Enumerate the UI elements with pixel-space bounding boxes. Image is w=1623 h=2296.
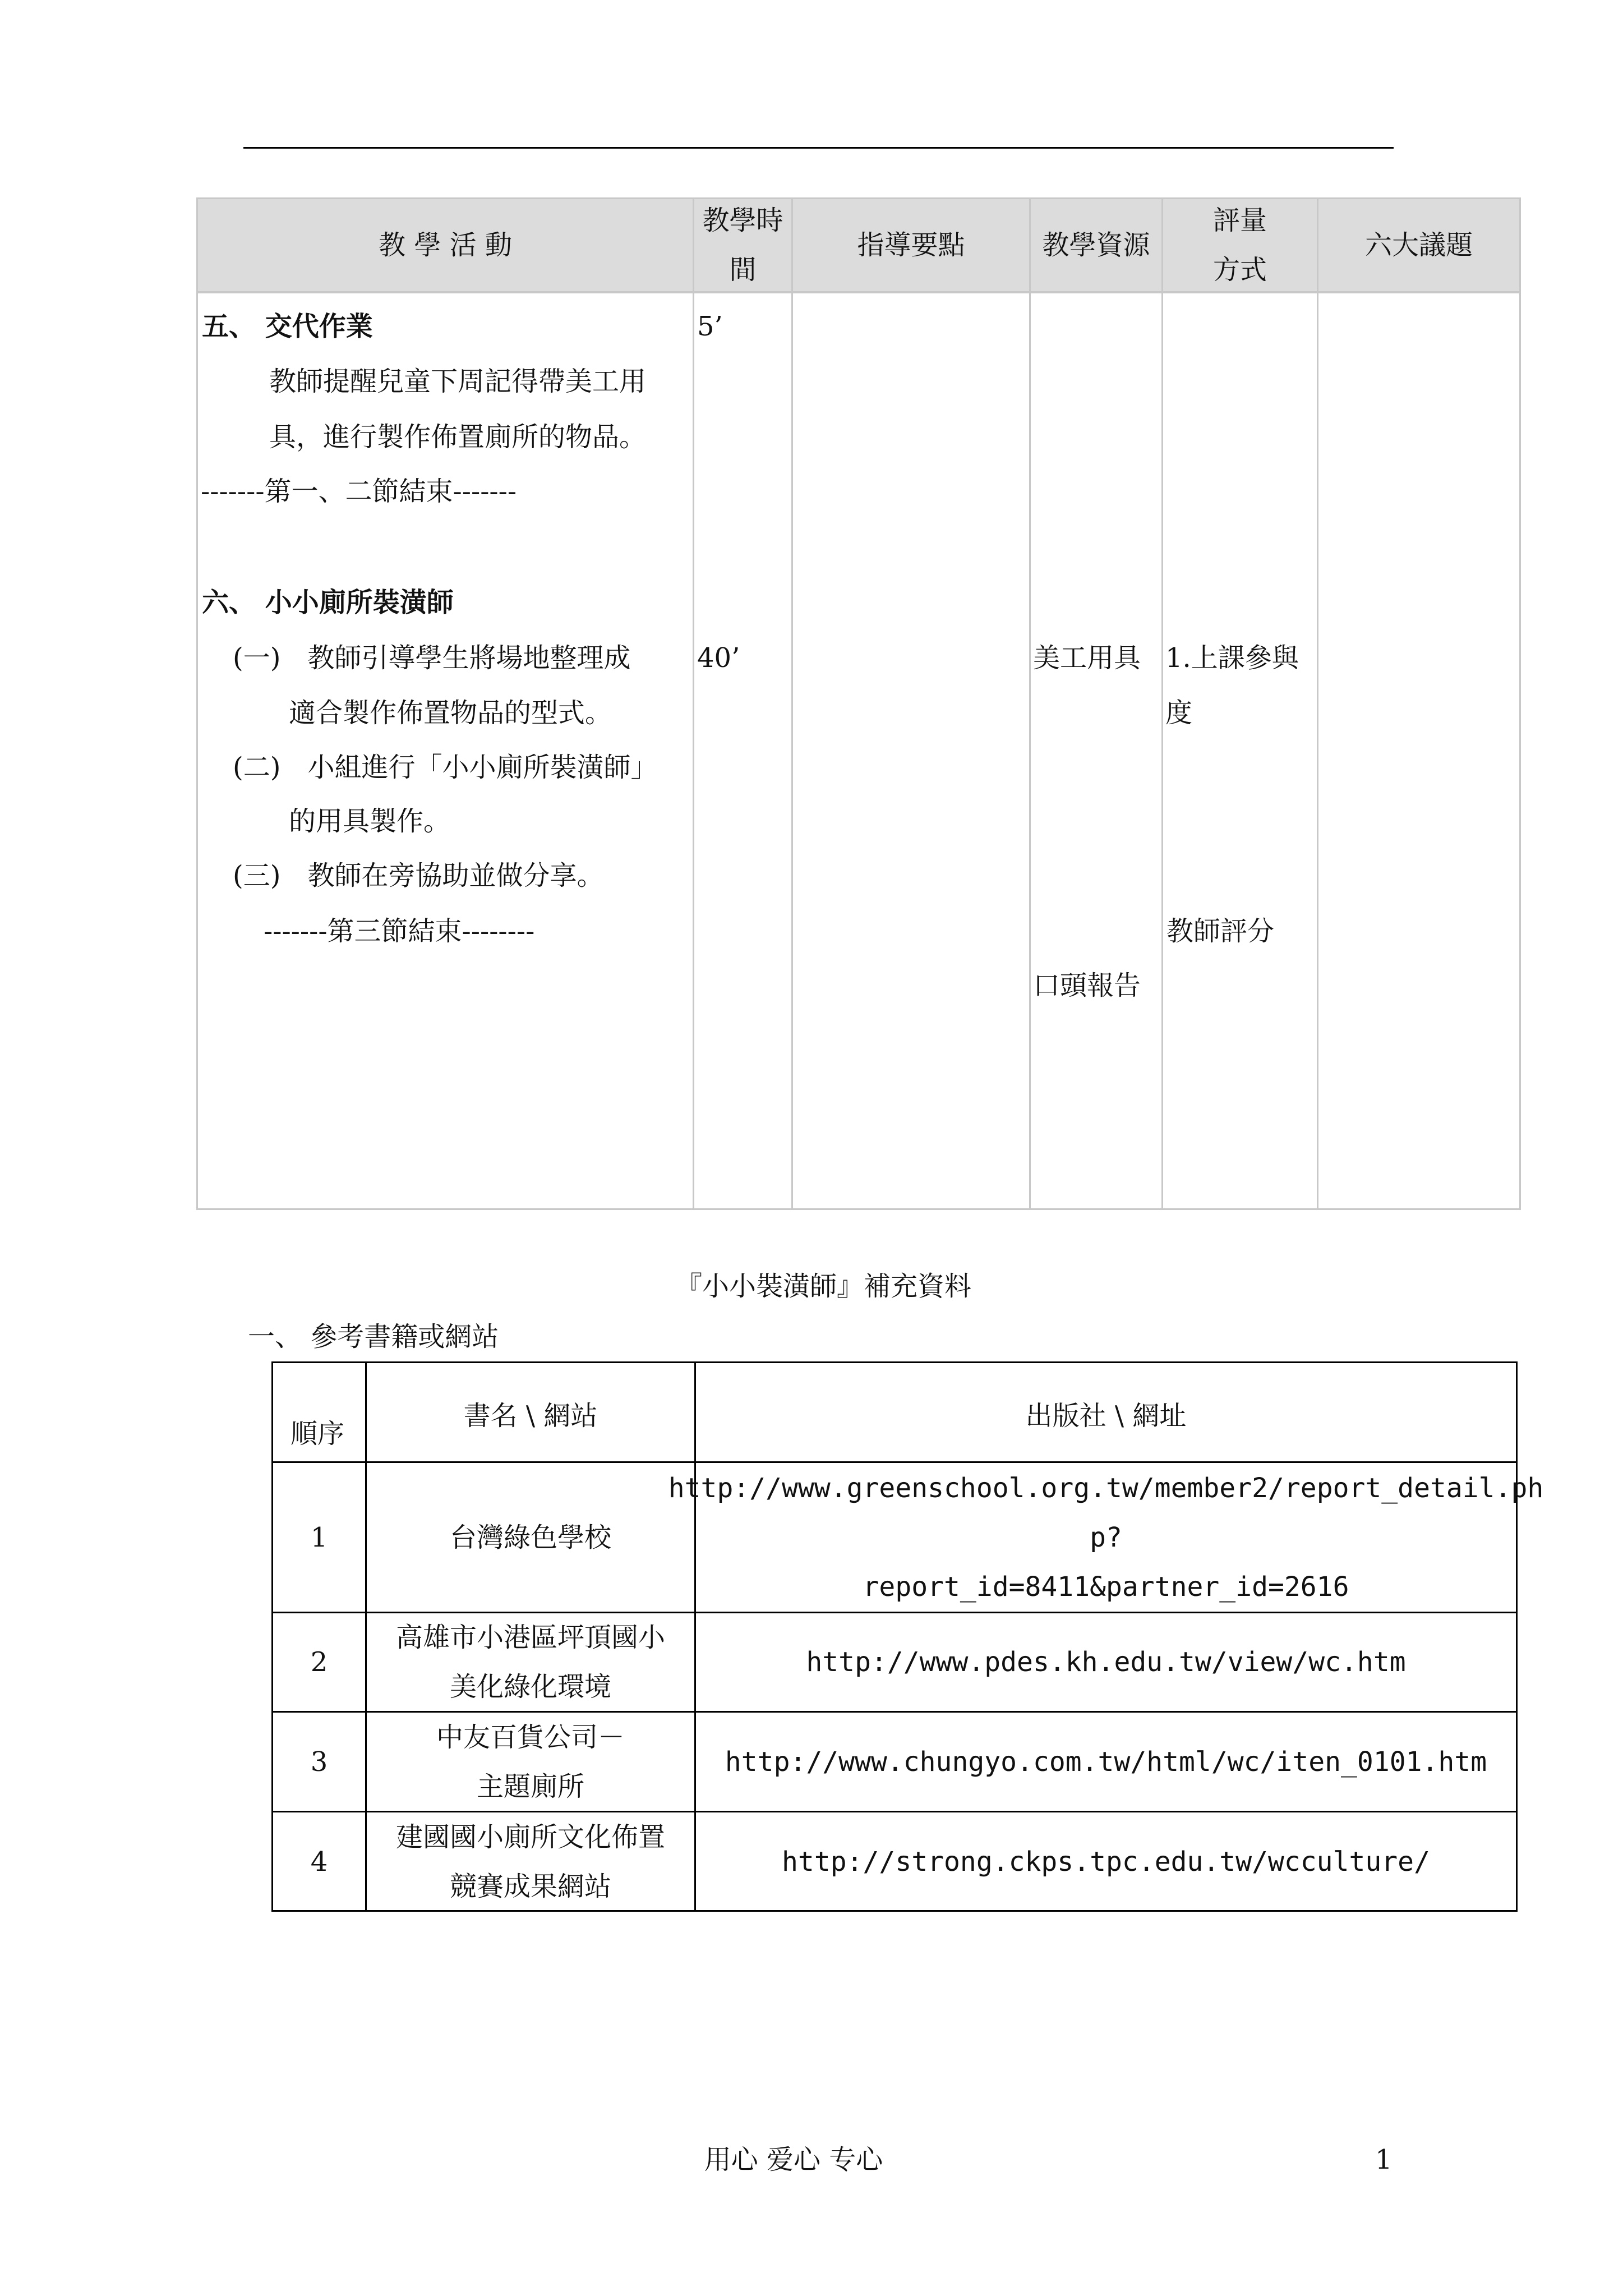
header-time-line1: 教學時 (702, 205, 783, 236)
time-value: 5’ (697, 311, 723, 342)
order-value: 3 (310, 1746, 328, 1778)
header-name (367, 1363, 694, 1461)
row-url[interactable] (696, 1613, 1516, 1711)
activity-line: 的用具製作。 (289, 806, 451, 837)
row-order (273, 1713, 365, 1811)
row-name (367, 1463, 694, 1612)
activity-line: 適合製作佈置物品的型式。 (289, 697, 612, 729)
header-activity-label: 教 學 活 動 (379, 229, 512, 261)
activity-line: (一) 教師引導學生將場地整理成 (233, 642, 631, 674)
row-name (367, 1713, 694, 1811)
section-end-marker: -------第三節結束-------- (264, 915, 535, 947)
name-line: 高雄市小港區坪頂國小 (395, 1622, 665, 1653)
name-line: 中友百貨公司－ (436, 1721, 625, 1753)
name-line: 台灣綠色學校 (449, 1521, 611, 1553)
url-link[interactable]: report_id=8411&partner_id=2616 (863, 1571, 1349, 1603)
row-url[interactable] (696, 1812, 1516, 1911)
section-6-heading: 六、 小小廁所裝潢師 (202, 587, 454, 618)
supplement-section-heading: 一、 參考書籍或網站 (248, 1321, 499, 1352)
header-assessment-line1: 評量 (1212, 205, 1267, 236)
row-order (273, 1613, 365, 1711)
col-divider (1029, 197, 1031, 1210)
name-line: 建國國小廁所文化佈置 (395, 1821, 665, 1853)
name-line: 主題廁所 (476, 1770, 584, 1802)
header-resources-label: 教學資源 (1042, 229, 1150, 261)
header-divider (196, 291, 1521, 293)
row-order (273, 1463, 365, 1612)
name-line: 美化綠化環境 (449, 1671, 611, 1703)
activity-line: (三) 教師在旁協助並做分享。 (233, 860, 604, 891)
header-resources (1031, 199, 1161, 291)
col-divider (1161, 197, 1163, 1210)
header-rule (243, 147, 1394, 149)
section-end-marker: -------第一、二節結束------- (201, 476, 517, 507)
col-divider (791, 197, 793, 1210)
order-value: 2 (310, 1646, 328, 1678)
name-line: 競賽成果網站 (449, 1870, 611, 1902)
row-url[interactable] (668, 1463, 1544, 1612)
order-value: 4 (310, 1846, 328, 1878)
col-divider (1317, 197, 1318, 1210)
header-url-label: 出版社 \ 網址 (1025, 1400, 1187, 1432)
url-link[interactable]: http://www.chungyo.com.tw/html/wc/iten_0101.htm (725, 1746, 1487, 1778)
header-time (694, 199, 791, 291)
section-5-heading: 五、 交代作業 (202, 311, 373, 342)
activity-line: 具，進行製作佈置廁所的物品。 (269, 421, 647, 453)
footer-motto: 用心 爱心 专心 (704, 2144, 883, 2175)
header-guidance-label: 指導要點 (857, 229, 965, 261)
supplement-title: 『小小裝潢師』補充資料 (675, 1271, 972, 1302)
header-activity (198, 199, 693, 291)
assessment-item: 教師評分 (1166, 915, 1275, 947)
header-url (696, 1363, 1516, 1461)
header-assessment (1163, 199, 1317, 291)
url-link[interactable]: http://www.greenschool.org.tw/member2/report_detail.ph (668, 1472, 1544, 1504)
assessment-item: 1.上課參與 (1165, 642, 1299, 674)
row-url[interactable] (696, 1713, 1516, 1811)
header-issues (1318, 199, 1519, 291)
url-link[interactable]: p? (1090, 1521, 1122, 1553)
header-time-line2: 間 (729, 254, 757, 286)
activity-line: 教師提醒兒童下周記得帶美工用 (269, 366, 647, 397)
header-order: 順序 (291, 1418, 345, 1450)
resource-item: 美工用具 (1033, 642, 1141, 674)
order-value: 1 (310, 1521, 328, 1553)
url-link[interactable]: http://strong.ckps.tpc.edu.tw/wcculture/ (782, 1846, 1430, 1878)
header-guidance (793, 199, 1029, 291)
row-name (367, 1613, 694, 1711)
time-value: 40’ (697, 642, 740, 674)
col-divider (693, 197, 694, 1210)
assessment-item: 度 (1165, 697, 1193, 729)
header-name-label: 書名 \ 網站 (463, 1400, 598, 1432)
page-number: 1 (1375, 2144, 1393, 2175)
row-order (273, 1812, 365, 1911)
header-issues-label: 六大議題 (1364, 229, 1473, 261)
header-assessment-line2: 方式 (1212, 254, 1267, 286)
url-link[interactable]: http://www.pdes.kh.edu.tw/view/wc.htm (806, 1646, 1406, 1678)
resource-item: 口頭報告 (1033, 970, 1141, 1001)
row-name (367, 1812, 694, 1911)
activity-line: (二) 小組進行「小小廁所裝潢師」 (233, 752, 658, 783)
